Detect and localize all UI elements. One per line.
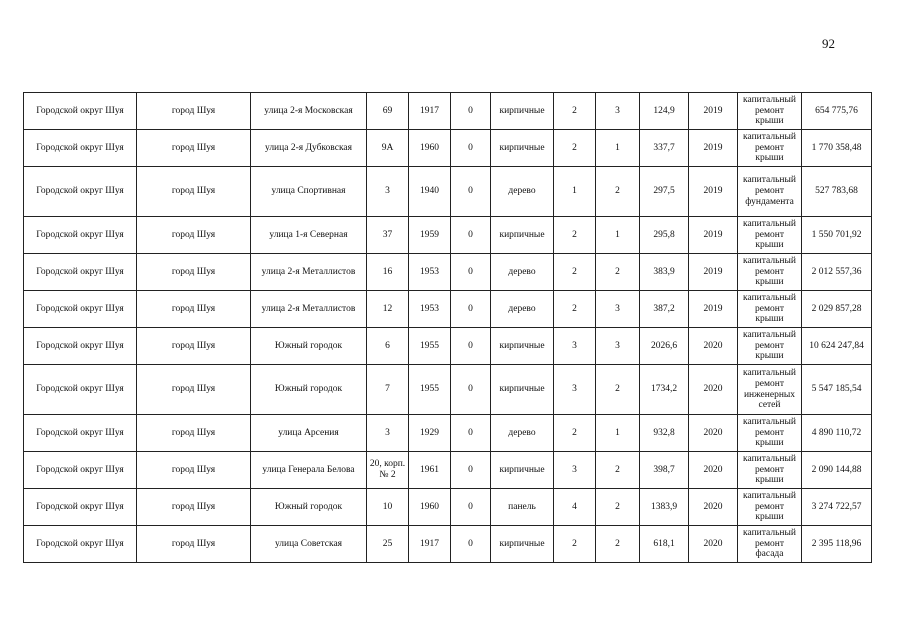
floors-cell: 2 — [554, 415, 596, 452]
area-cell: 932,8 — [640, 415, 689, 452]
floors-cell: 1 — [554, 167, 596, 217]
work-type-cell: капитальный ремонт крыши — [738, 452, 802, 489]
locality-cell: город Шуя — [137, 328, 251, 365]
table-row — [24, 217, 872, 254]
table-row — [24, 167, 872, 217]
plan-year-cell: 2020 — [689, 452, 738, 489]
floors-cell: 2 — [554, 130, 596, 167]
zero-value-cell: 0 — [451, 328, 491, 365]
cost-cell: 527 783,68 — [802, 167, 872, 217]
work-type-cell: капитальный ремонт крыши — [738, 93, 802, 130]
street-cell: улица Советская — [251, 526, 367, 563]
wall-material-cell: дерево — [491, 291, 554, 328]
wall-material-cell: дерево — [491, 415, 554, 452]
entrances-cell: 2 — [596, 489, 640, 526]
cost-cell: 10 624 247,84 — [802, 328, 872, 365]
house-number-cell: 12 — [367, 291, 409, 328]
year-built-cell: 1953 — [409, 254, 451, 291]
work-type-cell: капитальный ремонт крыши — [738, 291, 802, 328]
plan-year-cell: 2019 — [689, 254, 738, 291]
locality-cell: город Шуя — [137, 130, 251, 167]
zero-value-cell: 0 — [451, 365, 491, 415]
plan-year-cell: 2019 — [689, 217, 738, 254]
zero-value-cell: 0 — [451, 93, 491, 130]
work-type-cell: капитальный ремонт инженерных сетей — [738, 365, 802, 415]
year-built-cell: 1959 — [409, 217, 451, 254]
cost-cell: 2 090 144,88 — [802, 452, 872, 489]
year-built-cell: 1955 — [409, 365, 451, 415]
district-cell: Городской округ Шуя — [24, 328, 137, 365]
wall-material-cell: панель — [491, 489, 554, 526]
entrances-cell: 3 — [596, 93, 640, 130]
district-cell: Городской округ Шуя — [24, 217, 137, 254]
entrances-cell: 1 — [596, 415, 640, 452]
house-number-cell: 3 — [367, 167, 409, 217]
housing-repair-table — [23, 92, 872, 563]
house-number-cell: 16 — [367, 254, 409, 291]
district-cell: Городской округ Шуя — [24, 365, 137, 415]
floors-cell: 4 — [554, 489, 596, 526]
wall-material-cell: кирпичные — [491, 217, 554, 254]
floors-cell: 2 — [554, 93, 596, 130]
entrances-cell: 2 — [596, 254, 640, 291]
plan-year-cell: 2019 — [689, 167, 738, 217]
locality-cell: город Шуя — [137, 254, 251, 291]
floors-cell: 3 — [554, 452, 596, 489]
street-cell: Южный городок — [251, 328, 367, 365]
district-cell: Городской округ Шуя — [24, 254, 137, 291]
cost-cell: 1 550 701,92 — [802, 217, 872, 254]
wall-material-cell: кирпичные — [491, 526, 554, 563]
work-type-cell: капитальный ремонт фундамента — [738, 167, 802, 217]
zero-value-cell: 0 — [451, 452, 491, 489]
table-row — [24, 365, 872, 415]
wall-material-cell: кирпичные — [491, 365, 554, 415]
street-cell: улица 1-я Северная — [251, 217, 367, 254]
area-cell: 2026,6 — [640, 328, 689, 365]
plan-year-cell: 2019 — [689, 93, 738, 130]
entrances-cell: 3 — [596, 328, 640, 365]
table-row — [24, 130, 872, 167]
floors-cell: 3 — [554, 328, 596, 365]
year-built-cell: 1917 — [409, 93, 451, 130]
locality-cell: город Шуя — [137, 489, 251, 526]
wall-material-cell: кирпичные — [491, 93, 554, 130]
area-cell: 398,7 — [640, 452, 689, 489]
floors-cell: 2 — [554, 526, 596, 563]
year-built-cell: 1940 — [409, 167, 451, 217]
district-cell: Городской округ Шуя — [24, 167, 137, 217]
house-number-cell: 3 — [367, 415, 409, 452]
house-number-cell: 69 — [367, 93, 409, 130]
zero-value-cell: 0 — [451, 526, 491, 563]
plan-year-cell: 2020 — [689, 526, 738, 563]
year-built-cell: 1917 — [409, 526, 451, 563]
floors-cell: 3 — [554, 365, 596, 415]
locality-cell: город Шуя — [137, 415, 251, 452]
area-cell: 1383,9 — [640, 489, 689, 526]
locality-cell: город Шуя — [137, 291, 251, 328]
locality-cell: город Шуя — [137, 526, 251, 563]
house-number-cell: 25 — [367, 526, 409, 563]
cost-cell: 3 274 722,57 — [802, 489, 872, 526]
entrances-cell: 1 — [596, 130, 640, 167]
district-cell: Городской округ Шуя — [24, 489, 137, 526]
table-row — [24, 93, 872, 130]
district-cell: Городской округ Шуя — [24, 291, 137, 328]
area-cell: 387,2 — [640, 291, 689, 328]
entrances-cell: 2 — [596, 452, 640, 489]
house-number-cell: 6 — [367, 328, 409, 365]
work-type-cell: капитальный ремонт крыши — [738, 130, 802, 167]
year-built-cell: 1929 — [409, 415, 451, 452]
street-cell: улица 2-я Дубковская — [251, 130, 367, 167]
cost-cell: 654 775,76 — [802, 93, 872, 130]
house-number-cell: 7 — [367, 365, 409, 415]
table-row — [24, 489, 872, 526]
district-cell: Городской округ Шуя — [24, 415, 137, 452]
house-number-cell: 37 — [367, 217, 409, 254]
cost-cell: 2 012 557,36 — [802, 254, 872, 291]
cost-cell: 2 029 857,28 — [802, 291, 872, 328]
locality-cell: город Шуя — [137, 452, 251, 489]
cost-cell: 4 890 110,72 — [802, 415, 872, 452]
house-number-cell: 10 — [367, 489, 409, 526]
zero-value-cell: 0 — [451, 217, 491, 254]
table-row — [24, 328, 872, 365]
street-cell: улица 2-я Металлистов — [251, 254, 367, 291]
zero-value-cell: 0 — [451, 415, 491, 452]
floors-cell: 2 — [554, 217, 596, 254]
table-body — [24, 93, 872, 563]
year-built-cell: 1960 — [409, 489, 451, 526]
year-built-cell: 1953 — [409, 291, 451, 328]
entrances-cell: 2 — [596, 167, 640, 217]
street-cell: улица 2-я Московская — [251, 93, 367, 130]
wall-material-cell: кирпичные — [491, 130, 554, 167]
street-cell: Южный городок — [251, 489, 367, 526]
cost-cell: 5 547 185,54 — [802, 365, 872, 415]
zero-value-cell: 0 — [451, 254, 491, 291]
year-built-cell: 1955 — [409, 328, 451, 365]
table-row — [24, 291, 872, 328]
table-row — [24, 452, 872, 489]
plan-year-cell: 2020 — [689, 365, 738, 415]
zero-value-cell: 0 — [451, 291, 491, 328]
entrances-cell: 2 — [596, 526, 640, 563]
locality-cell: город Шуя — [137, 217, 251, 254]
street-cell: улица Генерала Белова — [251, 452, 367, 489]
wall-material-cell: дерево — [491, 167, 554, 217]
work-type-cell: капитальный ремонт крыши — [738, 415, 802, 452]
entrances-cell: 2 — [596, 365, 640, 415]
district-cell: Городской округ Шуя — [24, 526, 137, 563]
plan-year-cell: 2019 — [689, 291, 738, 328]
locality-cell: город Шуя — [137, 167, 251, 217]
wall-material-cell: дерево — [491, 254, 554, 291]
locality-cell: город Шуя — [137, 93, 251, 130]
plan-year-cell: 2019 — [689, 130, 738, 167]
street-cell: улица Спортивная — [251, 167, 367, 217]
work-type-cell: капитальный ремонт фасада — [738, 526, 802, 563]
area-cell: 618,1 — [640, 526, 689, 563]
area-cell: 297,5 — [640, 167, 689, 217]
area-cell: 1734,2 — [640, 365, 689, 415]
street-cell: улица Арсения — [251, 415, 367, 452]
house-number-cell: 20, корп. № 2 — [367, 452, 409, 489]
area-cell: 295,8 — [640, 217, 689, 254]
page-number: 92 — [822, 36, 835, 51]
wall-material-cell: кирпичные — [491, 452, 554, 489]
floors-cell: 2 — [554, 291, 596, 328]
year-built-cell: 1961 — [409, 452, 451, 489]
work-type-cell: капитальный ремонт крыши — [738, 328, 802, 365]
district-cell: Городской округ Шуя — [24, 93, 137, 130]
locality-cell: город Шуя — [137, 365, 251, 415]
district-cell: Городской округ Шуя — [24, 130, 137, 167]
year-built-cell: 1960 — [409, 130, 451, 167]
zero-value-cell: 0 — [451, 167, 491, 217]
plan-year-cell: 2020 — [689, 328, 738, 365]
wall-material-cell: кирпичные — [491, 328, 554, 365]
entrances-cell: 3 — [596, 291, 640, 328]
district-cell: Городской округ Шуя — [24, 452, 137, 489]
street-cell: Южный городок — [251, 365, 367, 415]
house-number-cell: 9А — [367, 130, 409, 167]
cost-cell: 1 770 358,48 — [802, 130, 872, 167]
zero-value-cell: 0 — [451, 130, 491, 167]
plan-year-cell: 2020 — [689, 489, 738, 526]
work-type-cell: капитальный ремонт крыши — [738, 217, 802, 254]
table-row — [24, 415, 872, 452]
entrances-cell: 1 — [596, 217, 640, 254]
area-cell: 337,7 — [640, 130, 689, 167]
work-type-cell: капитальный ремонт крыши — [738, 254, 802, 291]
area-cell: 124,9 — [640, 93, 689, 130]
floors-cell: 2 — [554, 254, 596, 291]
table-row — [24, 254, 872, 291]
zero-value-cell: 0 — [451, 489, 491, 526]
table-row — [24, 526, 872, 563]
area-cell: 383,9 — [640, 254, 689, 291]
plan-year-cell: 2020 — [689, 415, 738, 452]
cost-cell: 2 395 118,96 — [802, 526, 872, 563]
work-type-cell: капитальный ремонт крыши — [738, 489, 802, 526]
street-cell: улица 2-я Металлистов — [251, 291, 367, 328]
